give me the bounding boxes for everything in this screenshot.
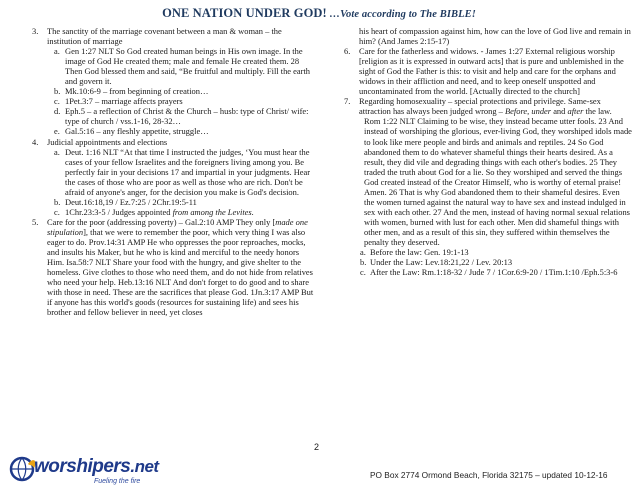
sub-item-3e (32, 126, 318, 136)
sub-item-text: Gen 1:27 NLT So God created human beings in His own image. In the image of God He created them; male and female He created them. 28 Then God blessed them and said, “Be fruitful and multiply. Fill the earth and govern it. (65, 46, 311, 87)
item-text-end: ], that we were to remember the poor, which very thing I was also eager to do. Prov.14:31 AMP He who oppresses the poor reproaches, mocks, and insults his Maker, but he who is kind and merciful to the needy honors Him. Isa.58:7 NLT Share your food with the hungry, and give shelter to the homeless. Give clothes to those who need them, and do not hide from relatives who need your help. Heb.13:16 NLT And don't forget to do good and to share with those in need. These are the sacrifices that please God. 1Jn.3:17 AMP But if anyone has this world's goods (resources for sustaining life) and sees his brother and fellow believer in need, yet closes (47, 226, 314, 318)
list-item-5 (32, 217, 318, 317)
sub-item-letter: c. (54, 96, 60, 107)
logo-tagline: Fueling the fire (94, 478, 141, 485)
page-number: 2 (314, 442, 320, 452)
sub-item-3b (32, 86, 318, 96)
item-number: 3. (32, 26, 39, 36)
footer-address: PO Box 2774 Ormond Beach, Florida 32175 – updated 10-12-16 (370, 470, 608, 480)
item-text-start: Regarding homosexuality – special protections and privilege. Same-sex attraction has always been judged wrong – (359, 96, 601, 117)
list-item-6 (344, 46, 632, 96)
item-text-end: the law. (583, 106, 612, 117)
sub-item-letter: a. (360, 247, 366, 258)
sub-item-text: Before the law: Gen. 19:1-13 (370, 247, 469, 258)
sub-item-4b (32, 197, 318, 207)
sub-item-letter: e. (54, 126, 60, 137)
left-column (32, 26, 318, 317)
item-number: 4. (32, 136, 39, 147)
list-item-3 (32, 26, 318, 46)
logo-wordmark (34, 456, 159, 478)
sub-item-letter: d. (54, 106, 61, 117)
logo-name: worshipers (34, 456, 131, 477)
item-emphasis: made one stipulation (47, 216, 308, 237)
sub-item-text: 1Chr.23:3-5 / Judges appointed (65, 206, 173, 217)
logo-tld: .net (130, 457, 159, 476)
sub-item-text: Gal.5:16 – any fleshly appetite, struggle… (65, 126, 209, 137)
item-text-and: and (551, 106, 568, 117)
sub-item-text: 1Pet.3:7 – marriage affects prayers (65, 96, 183, 107)
site-logo[interactable] (8, 454, 158, 490)
item-number: 6. (344, 46, 351, 57)
item-text-start: Care for the poor (addressing poverty) – Gal.2:10 AMP They only [ (47, 216, 276, 227)
item-number: 7. (344, 96, 351, 107)
sub-item-text: Deut.16:18,19 / Ez.7:25 / 2Chr.19:5-11 (65, 196, 197, 207)
sub-item-letter: b. (54, 196, 61, 207)
sub-item-letter: c. (360, 267, 366, 278)
item-text: The sanctity of the marriage covenant between a man & woman – the institution of marriage (47, 26, 282, 47)
emphasis-after: after (567, 106, 584, 117)
title-subtitle: …Vote according to The BIBLE! (326, 9, 476, 20)
continuation-text: his heart of compassion against him, how can the love of God live and remain in him? (And James 2:15-17) (359, 26, 631, 47)
emphasis-before: Before (504, 106, 528, 117)
sub-item-4a (32, 147, 318, 197)
sub-item-letter: c. (54, 206, 60, 217)
sub-item-7c (344, 267, 632, 277)
sub-item-3c (32, 96, 318, 106)
item-number: 5. (32, 216, 39, 227)
sub-item-text: After the Law: Rm.1:18-32 / Jude 7 / 1Cor.6:9-20 / 1Tim.1:10 /Eph.5:3-6 (370, 267, 618, 278)
item-text: Judicial appointments and elections (47, 136, 168, 147)
sub-item-emphasis: from among the Levites. (172, 206, 254, 217)
scripture-quote: Rom 1:22 NLT Claiming to be wise, they instead became utter fools. 23 And instead of worshiping the glorious, ever-living God, they worshiped idols made to look like mere people and birds and animals and reptiles. 24 So God abandoned them to do whatever shameful things their hearts desired. As a result, they did vile and degrading things with each other's bodies. 25 They traded the truth about God for a lie. So they worshiped and served the things God created instead of the Creator Himself, who is worthy of eternal praise! Amen. 26 That is why God abandoned them to their shameful desires. Even the women turned against the natural way to have sex and instead indulged in sex with each other. 27 And the men, instead of having normal sexual relations with women, burned with lust for each other. Men did shameful things with other men, and as a result of this sin, they suffered within themselves the penalty they deserved. (364, 116, 632, 247)
sub-item-3d (32, 106, 318, 126)
right-column (344, 26, 632, 277)
sub-item-letter: a. (54, 146, 60, 157)
sub-item-text: Mk.10:6-9 – from beginning of creation… (65, 86, 209, 97)
sub-item-text: Under the Law: Lev.18:21,22 / Lev. 20:13 (370, 257, 513, 268)
sub-item-7a (344, 247, 632, 257)
sub-item-7b (344, 257, 632, 267)
title-main: ONE NATION UNDER GOD! (162, 6, 327, 20)
sub-item-3a (32, 46, 318, 86)
sub-item-letter: a. (54, 46, 60, 57)
sub-item-4c (32, 207, 318, 217)
item-text: Care for the fatherless and widows. - James 1:27 External religious worship [religion as it is expressed in outward acts] that is pure and unblemished in the sight of God the Father is this: to visit and help and care for the orphans and widows in their affliction and need, and to keep oneself unspotted and uncontaminated from the world. [Actually directed to the church] (359, 46, 624, 97)
item-text-sep: , (527, 106, 532, 117)
sub-item-letter: b. (360, 257, 367, 268)
page-title (0, 6, 638, 21)
sub-item-text: Deut. 1:16 NLT “At that time I instructed the judges, ‘You must hear the cases of your fellow Israelites and the foreigners living among you. Be perfectly fair in your decisions 17 and impartial in your judgments. Hear the cases of those who are poor as well as those who are rich. Don't be afraid of anyone's anger, for the decision you make is God's decision. (65, 146, 311, 197)
list-item-4 (32, 137, 318, 147)
list-item-7 (344, 96, 632, 116)
sub-item-letter: b. (54, 86, 61, 97)
sub-item-text: Eph.5 – a reflection of Christ & the Church – husb: type of Christ/ wife: type of church / vss.1-16, 28-32… (65, 106, 309, 127)
emphasis-under: under (531, 106, 552, 117)
